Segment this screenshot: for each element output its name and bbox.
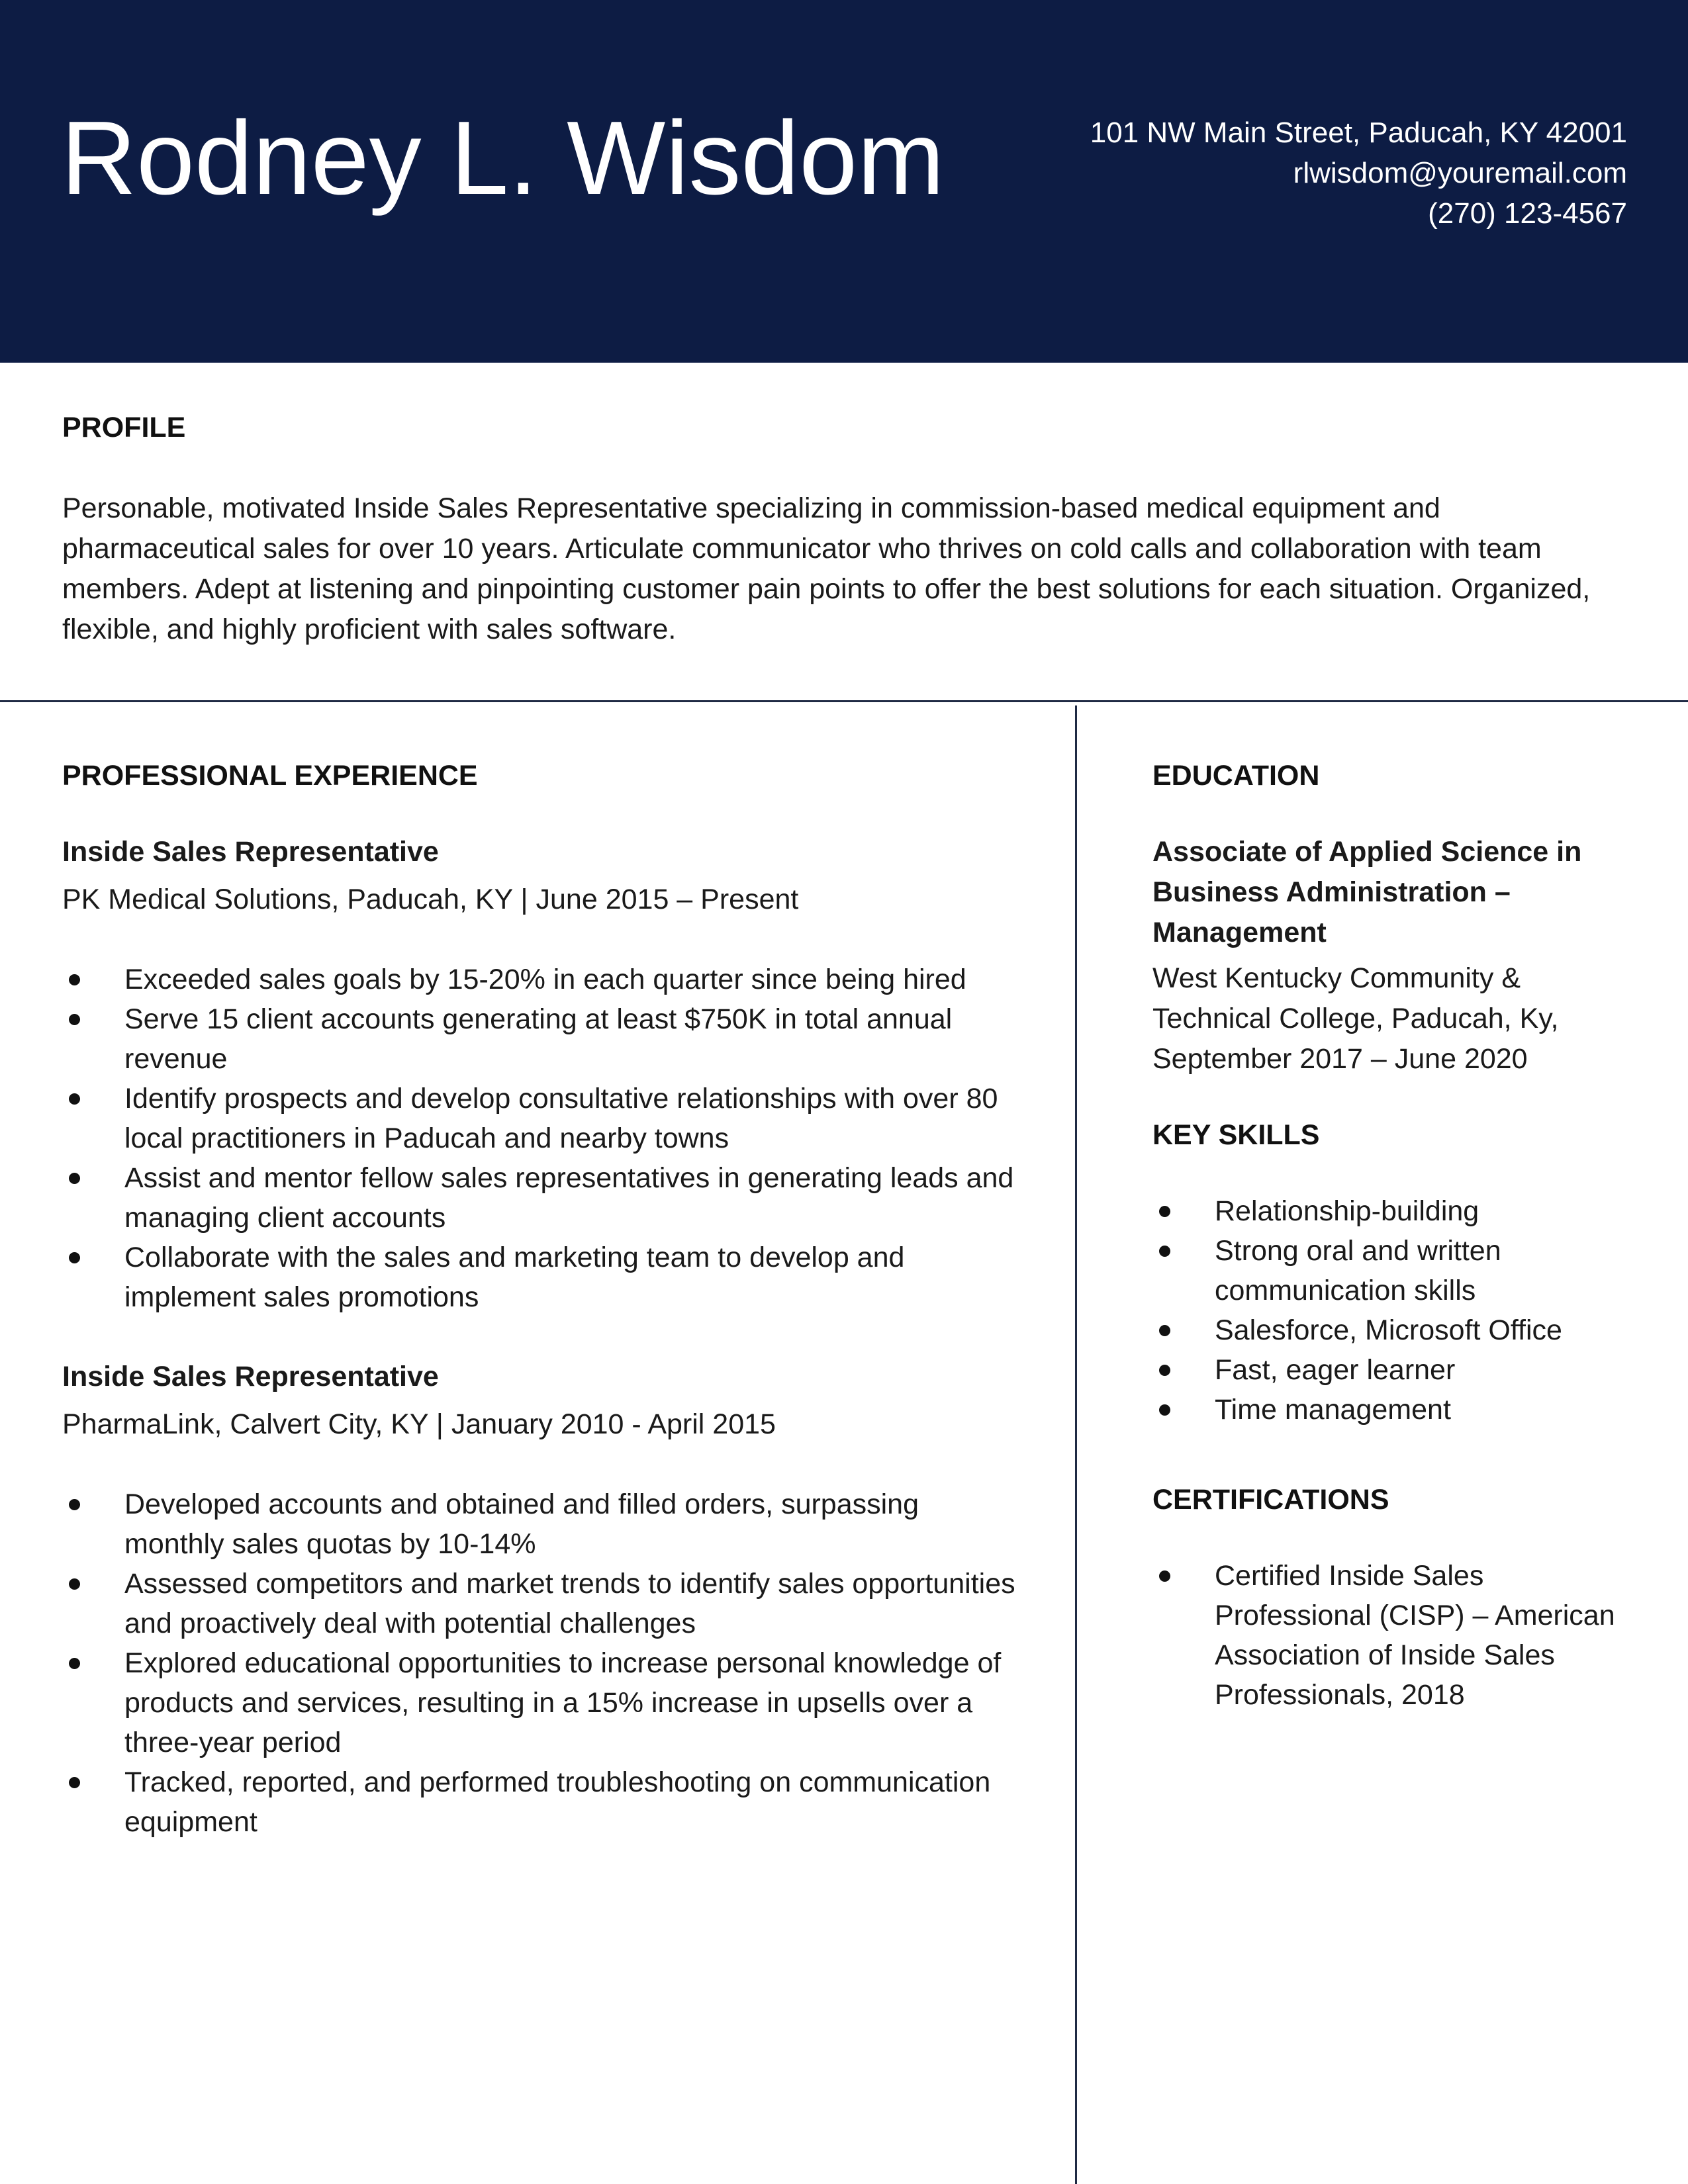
job-meta: PharmaLink, Calvert City, KY | January 2010 - April 2015 (62, 1408, 776, 1440)
job-bullets (62, 1484, 1015, 1842)
profile-summary: Personable, motivated Inside Sales Representative specializing in commission-based medical equipment and pharmaceutical sales for over 10 years. Articulate communicator who thrives on cold calls and collaboration with team members. Adept at listening and pinpointing customer pain points to offer the best solutions for each situation. Organized, flexible, and highly proficient with sales software. (62, 492, 1591, 645)
vertical-divider (1075, 705, 1077, 2184)
certifications-list (1152, 1556, 1642, 1715)
contact-email: rlwisdom@youremail.com (1293, 157, 1627, 189)
skills-heading: KEY SKILLS (1152, 1119, 1320, 1151)
list-item (1152, 1191, 1642, 1231)
profile-heading: PROFILE (62, 412, 186, 443)
skill-text: Fast, eager learner (1215, 1354, 1456, 1386)
bullet-icon (1159, 1206, 1170, 1217)
list-item (62, 1762, 1015, 1842)
bullet-icon (1159, 1404, 1170, 1416)
job-title: Inside Sales Representative (62, 836, 439, 868)
horizontal-divider (0, 700, 1688, 702)
sidebar-column (1152, 760, 1642, 1715)
education-heading: EDUCATION (1152, 760, 1320, 792)
skill-text: Strong oral and written communication skills (1215, 1235, 1501, 1306)
job-bullets (62, 960, 1015, 1317)
bullet-text: Identify prospects and develop consultative relationships with over 80 local practitioners in Paducah and nearby towns (124, 1083, 998, 1154)
bullet-icon (69, 1777, 80, 1788)
skill-text: Relationship-building (1215, 1195, 1479, 1227)
bullet-icon (69, 1499, 80, 1510)
list-item (1152, 1310, 1642, 1350)
candidate-name: Rodney L. Wisdom (61, 100, 945, 216)
bullet-text: Collaborate with the sales and marketing team to develop and implement sales promotions (124, 1242, 905, 1313)
bullet-icon (1159, 1570, 1170, 1582)
list-item (62, 1484, 1015, 1564)
list-item (62, 999, 1015, 1079)
bullet-icon (1159, 1246, 1170, 1257)
list-item (62, 960, 1015, 999)
skill-text: Time management (1215, 1394, 1451, 1426)
contact-info (1090, 113, 1627, 234)
contact-phone: (270) 123-4567 (1428, 197, 1627, 230)
bullet-icon (69, 1252, 80, 1263)
list-item (62, 1238, 1015, 1317)
list-item (1152, 1350, 1642, 1390)
bullet-icon (69, 1014, 80, 1025)
contact-address: 101 NW Main Street, Paducah, KY 42001 (1090, 116, 1627, 149)
list-item (62, 1564, 1015, 1643)
experience-column (62, 760, 1015, 1842)
job-entry (62, 1357, 1015, 1842)
job-title: Inside Sales Representative (62, 1361, 439, 1392)
bullet-text: Assist and mentor fellow sales representatives in generating leads and managing client accounts (124, 1162, 1014, 1234)
degree-title: Associate of Applied Science in Business Administration – Management (1152, 836, 1582, 948)
bullet-text: Developed accounts and obtained and filled orders, surpassing monthly sales quotas by 10-14% (124, 1488, 919, 1560)
bullet-icon (69, 1578, 80, 1590)
list-item (1152, 1556, 1642, 1715)
bullet-text: Tracked, reported, and performed troubleshooting on communication equipment (124, 1766, 991, 1838)
certification-text: Certified Inside Sales Professional (CISP) – American Association of Inside Sales Professionals, 2018 (1215, 1560, 1615, 1711)
list-item (1152, 1390, 1642, 1430)
experience-heading: PROFESSIONAL EXPERIENCE (62, 760, 478, 792)
bullet-text: Assessed competitors and market trends to identify sales opportunities and proactively deal with potential challenges (124, 1568, 1015, 1639)
skill-text: Salesforce, Microsoft Office (1215, 1314, 1562, 1346)
job-meta: PK Medical Solutions, Paducah, KY | June 2015 – Present (62, 884, 799, 915)
bullet-icon (69, 1658, 80, 1669)
bullet-icon (1159, 1365, 1170, 1376)
bullet-text: Explored educational opportunities to increase personal knowledge of products and services, resulting in a 15% increase in upsells over a three-year period (124, 1647, 1002, 1758)
skills-list (1152, 1191, 1642, 1430)
bullet-icon (69, 974, 80, 985)
bullet-text: Serve 15 client accounts generating at least $750K in total annual revenue (124, 1003, 953, 1075)
list-item (62, 1079, 1015, 1158)
resume-header (0, 0, 1688, 363)
bullet-icon (69, 1093, 80, 1105)
list-item (62, 1158, 1015, 1238)
school-info: West Kentucky Community & Technical College, Paducah, Ky, September 2017 – June 2020 (1152, 962, 1559, 1075)
certifications-heading: CERTIFICATIONS (1152, 1484, 1389, 1516)
bullet-icon (69, 1173, 80, 1184)
list-item (1152, 1231, 1642, 1310)
bullet-text: Exceeded sales goals by 15-20% in each quarter since being hired (124, 964, 966, 995)
job-entry (62, 832, 1015, 1317)
bullet-icon (1159, 1325, 1170, 1336)
list-item (62, 1643, 1015, 1762)
